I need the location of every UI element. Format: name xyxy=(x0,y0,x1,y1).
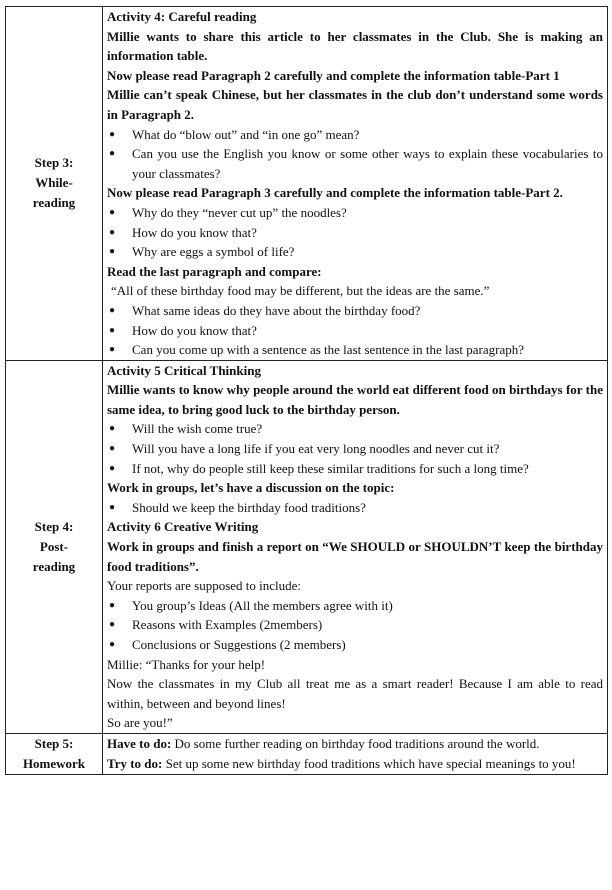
body-text: So are you!” xyxy=(107,715,173,731)
step-label: Homework xyxy=(22,755,86,771)
bullet-item xyxy=(107,144,603,183)
bullet-dot-icon: ● xyxy=(109,639,116,650)
bullet-text: Will you have a long life if you eat very long noodles and never cut it? xyxy=(132,441,500,457)
bold-heading: Activity 4: Careful reading xyxy=(107,9,257,24)
body-text: Millie: “Thanks for your help! xyxy=(107,656,266,672)
step-cell xyxy=(6,7,103,361)
bullet-item xyxy=(107,498,603,518)
content-cell xyxy=(103,360,608,733)
bold-heading: Now please read Paragraph 3 carefully and complete the information table-Part 2. xyxy=(107,185,563,201)
bullet-text: You group’s Ideas (All the members agree with it) xyxy=(132,597,393,613)
bullet-item xyxy=(107,596,603,616)
bullet-text: If not, why do people still keep these similar traditions for such a long time? xyxy=(132,460,529,476)
bullet-item xyxy=(107,125,603,145)
bold-heading: Activity 5 Critical Thinking xyxy=(107,362,261,378)
bullet-dot-icon: ● xyxy=(109,599,116,611)
bullet-text: Can you come up with a sentence as the last sentence in the last paragraph? xyxy=(132,342,525,358)
bullet-text: What do “blow out” and “in one go” mean? xyxy=(132,126,360,142)
homework-item xyxy=(107,754,603,774)
bullet-item xyxy=(107,321,603,341)
table-row xyxy=(6,7,608,361)
bullet-dot-icon: ● xyxy=(109,443,116,455)
content-cell xyxy=(103,7,608,361)
homework-text: Do some further reading on birthday food traditions around the world. xyxy=(171,735,540,751)
bold-heading: Millie wants to share this article to her classmates in the Club. She is making an information table. xyxy=(107,28,603,64)
bullet-text: Should we keep the birthday food traditions? xyxy=(132,499,366,515)
bullet-text: How do you know that? xyxy=(132,224,257,240)
bullet-item xyxy=(107,459,603,479)
bold-heading: Activity 6 Creative Writing xyxy=(107,519,259,535)
bold-heading: Millie wants to know why people around the world eat different food on birthdays for the same idea, to bring good luck to the birthday person. xyxy=(107,382,603,417)
bullet-text: Why are eggs a symbol of life? xyxy=(132,244,295,260)
bullet-dot-icon: ● xyxy=(109,206,116,218)
step-label: reading xyxy=(32,558,76,574)
bullet-text: Why do they “never cut up” the noodles? xyxy=(132,204,347,220)
bullet-item xyxy=(107,439,603,459)
bullet-item xyxy=(107,615,603,635)
step-label: Post- xyxy=(39,538,69,554)
bold-heading: Now please read Paragraph 2 carefully and complete the information table-Part 1 xyxy=(107,67,560,83)
bullet-item xyxy=(107,635,603,655)
step-cell xyxy=(6,733,103,774)
step-label: Step 4: xyxy=(34,518,74,534)
step-cell xyxy=(6,360,103,733)
homework-text: Set up some new birthday food traditions which have special meanings to you! xyxy=(162,755,576,771)
table-row xyxy=(6,733,608,774)
bold-heading: Millie can’t speak Chinese, but her classmates in the club don’t understand some words in Paragraph 2. xyxy=(107,87,603,122)
bullet-text: Reasons with Examples (2members) xyxy=(132,617,323,633)
homework-label: Try to do: xyxy=(107,755,163,771)
bullet-dot-icon: ● xyxy=(109,246,116,258)
quote-text: “All of these birthday food may be different, but the ideas are the same.” xyxy=(111,283,490,299)
bullet-dot-icon: ● xyxy=(109,344,116,356)
bullet-item xyxy=(107,301,603,321)
bullet-text: Will the wish come true? xyxy=(132,421,263,437)
bullet-item xyxy=(107,203,603,223)
bullet-item xyxy=(107,419,603,439)
bullet-text: Conclusions or Suggestions (2 members) xyxy=(132,637,346,652)
bullet-dot-icon: ● xyxy=(109,462,116,474)
step-label: reading xyxy=(32,195,76,211)
bullet-text: What same ideas do they have about the birthday food? xyxy=(132,302,421,318)
bullet-dot-icon: ● xyxy=(109,128,116,140)
step-label: While- xyxy=(35,175,73,191)
bullet-dot-icon: ● xyxy=(109,148,116,160)
homework-item xyxy=(107,734,603,754)
body-text: Your reports are supposed to include: xyxy=(107,578,302,594)
body-text: Now the classmates in my Club all treat me as a smart reader! Because I am able to read within, between and beyond lines! xyxy=(107,676,603,711)
bullet-item xyxy=(107,340,603,360)
bullet-item xyxy=(107,242,603,262)
bullet-dot-icon: ● xyxy=(109,619,116,631)
content-cell xyxy=(103,733,608,774)
table-row xyxy=(6,360,608,733)
step-label: Step 5: xyxy=(34,735,74,751)
bullet-item xyxy=(107,223,603,243)
step-label: Step 3: xyxy=(34,155,74,171)
bullet-dot-icon: ● xyxy=(109,324,116,336)
bullet-dot-icon: ● xyxy=(109,226,116,238)
bullet-text: How do you know that? xyxy=(132,322,257,338)
lesson-plan-table xyxy=(5,6,608,775)
bullet-dot-icon: ● xyxy=(109,304,116,316)
bullet-dot-icon: ● xyxy=(109,501,116,513)
bold-heading: Work in groups, let’s have a discussion on the topic: xyxy=(107,480,395,496)
bold-heading: Read the last paragraph and compare: xyxy=(107,263,322,279)
bullet-text: Can you use the English you know or some other ways to explain these vocabularies to your classmates? xyxy=(132,146,603,181)
bold-heading: Work in groups and finish a report on “We SHOULD or SHOULDN’T keep the birthday food traditions”. xyxy=(107,539,603,574)
bullet-dot-icon: ● xyxy=(109,423,116,435)
homework-label: Have to do: xyxy=(107,735,172,751)
